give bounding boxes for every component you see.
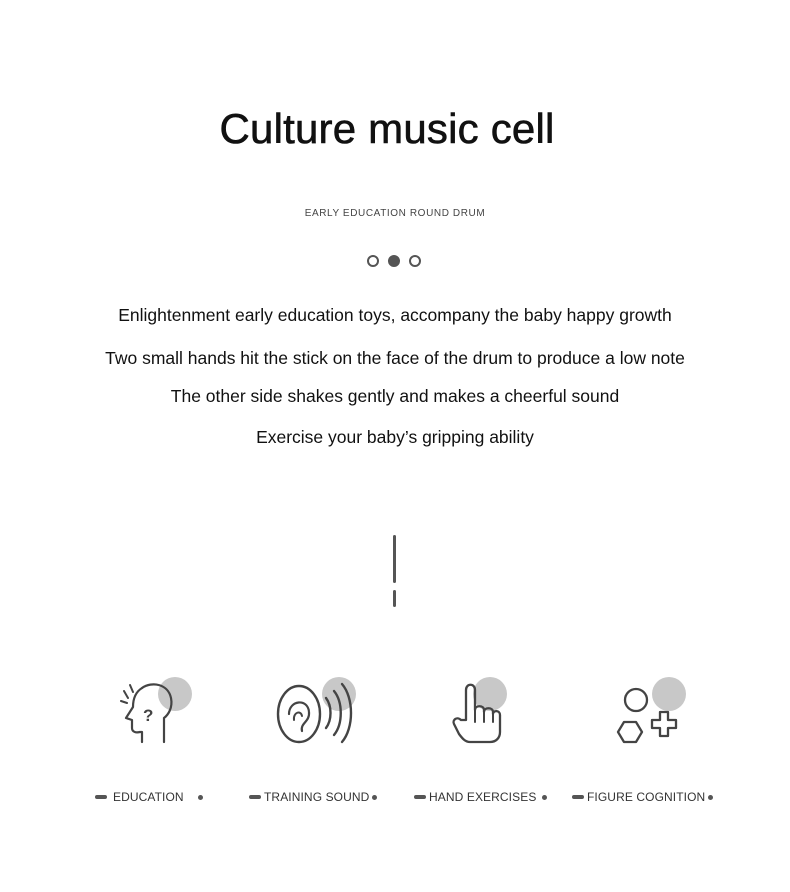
education-feature-icon — [112, 676, 202, 748]
vertical-divider-top — [393, 535, 396, 583]
description-line: The other side shakes gently and makes a cheerful sound — [170, 386, 620, 406]
label-pip — [708, 795, 713, 800]
pager-dot — [367, 255, 379, 267]
description-line: Enlightenment early education toys, accompany the baby happy growth — [118, 305, 672, 325]
pointing-hand-icon — [448, 676, 538, 748]
feature-label-training-sound: TRAINING SOUND — [264, 790, 370, 804]
training-sound-feature-icon — [274, 676, 364, 748]
label-bar — [572, 795, 584, 799]
page-subtitle: EARLY EDUCATION ROUND DRUM — [304, 208, 486, 219]
pager-dot — [409, 255, 421, 267]
label-bar — [249, 795, 261, 799]
pager-dot-active — [388, 255, 400, 267]
head-question-icon — [112, 676, 202, 748]
pager-dots — [367, 254, 423, 268]
description-line: Exercise your baby’s gripping ability — [256, 427, 534, 447]
vertical-divider-bottom — [393, 590, 396, 607]
hand-exercises-feature-icon — [448, 676, 538, 748]
label-bar — [95, 795, 107, 799]
feature-hand-exercises — [414, 789, 547, 805]
feature-label-figure-cognition: FIGURE COGNITION — [587, 790, 706, 804]
feature-label-hand-exercises: HAND EXERCISES — [429, 790, 537, 804]
feature-figure-cognition — [572, 789, 713, 805]
label-pip — [542, 795, 547, 800]
figure-cognition-feature-icon — [614, 676, 704, 748]
description-line: Two small hands hit the stick on the face of the drum to produce a low note — [105, 348, 685, 368]
feature-label-education: EDUCATION — [113, 790, 184, 804]
feature-training-sound — [249, 789, 377, 805]
label-pip — [198, 795, 203, 800]
feature-education — [95, 789, 203, 805]
ear-sound-icon — [274, 676, 364, 748]
svg-text:?: ? — [143, 706, 154, 725]
shapes-icon — [614, 676, 704, 748]
label-pip — [372, 795, 377, 800]
label-bar — [414, 795, 426, 799]
page-title: Culture music cell — [219, 105, 555, 152]
